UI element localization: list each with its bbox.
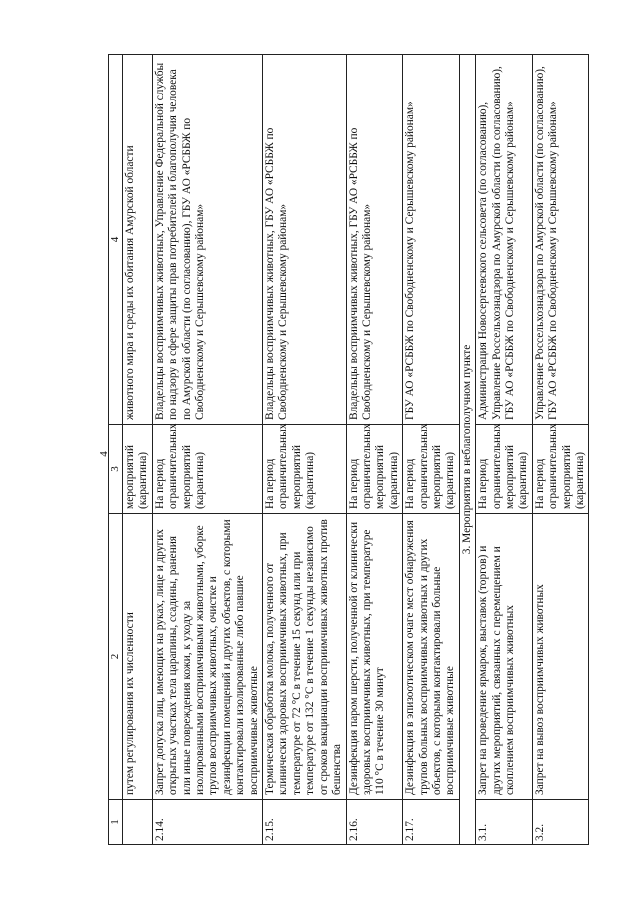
column-header-4: 4 (109, 55, 123, 425)
description-cell: Дезинфекция в эпизоотическом очаге мест обнаружения трупов больных восприимчивых животных и других объектов, с которыми контактировали больные восприимчивые животные (403, 514, 460, 800)
measures-table (108, 54, 589, 845)
table-row (263, 55, 346, 845)
header-row (109, 55, 123, 845)
period-cell: На период ограничительных мероприятий (карантина) (263, 425, 346, 514)
column-header-1: 1 (109, 800, 123, 845)
description-cell: путем регулирования их численности (123, 514, 153, 800)
table-row (152, 55, 262, 845)
row-number-cell (123, 800, 153, 845)
responsible-cell: Владельцы восприимчивых животных, ГБУ АО «РСББЖ по Свободненскому и Серышевскому районам» (263, 55, 346, 425)
responsible-cell: Владельцы восприимчивых животных, Управление Федеральной службы по надзору в сфере защиты прав потребителей и благополучия человека по Амурской области (по согласованию), ГБУ АО «РСББЖ по Свободненскому и Серышевскому районам» (152, 55, 262, 425)
period-cell: На период ограничительных мероприятий (карантина) (403, 425, 460, 514)
description-cell: Запрет на проведение ярмарок, выставок (торгов) и других мероприятий, связанных с перемещением и скоплением восприимчивых животных (476, 514, 533, 800)
responsible-cell: Владельцы восприимчивых животных, ГБУ АО «РСББЖ по Свободненскому и Серышевскому районам» (346, 55, 403, 425)
description-cell: Запрет допуска лиц, имеющих на руках, лице и других открытых участках тела царапины, ссадины, ранения или иные повреждения кожи, к уходу за изолированными восприимчивыми животными, уборке трупов восприимчивых животных, очистке и дезинфекции помещений и других объектов, с которыми контактировали изолированные либо павшие восприимчивые животные (152, 514, 262, 800)
row-number-cell: 2.15. (263, 800, 346, 845)
responsible-cell: животного мира и среды их обитания Амурской области (123, 55, 153, 425)
description-cell: Термическая обработка молока, полученного от клинически здоровых восприимчивых животных, при температуре от 72 °С в течение 15 секунд или при температуре от 132 °С в течение 1 секунды независимо от сроков вакцинации восприимчивых животных против бешенства (263, 514, 346, 800)
description-cell: Дезинфекция паром шерсти, полученной от клинически здоровых восприимчивых животных, при температуре 110 °С в течение 30 минут (346, 514, 403, 800)
period-cell: На период ограничительных мероприятий (карантина) (346, 425, 403, 514)
table-row (532, 55, 589, 845)
period-cell: мероприятий (карантина) (123, 425, 153, 514)
column-header-2: 2 (109, 514, 123, 800)
description-cell: Запрет на вывоз восприимчивых животных (532, 514, 589, 800)
row-number-cell: 3.2. (532, 800, 589, 845)
period-cell: На период ограничительных мероприятий (карантина) (476, 425, 533, 514)
row-number-cell: 2.16. (346, 800, 403, 845)
section-3-title: 3. Мероприятия в неблагополучном пункте (459, 55, 475, 845)
row-number-cell: 2.17. (403, 800, 460, 845)
period-cell: На период ограничительных мероприятий (карантина) (152, 425, 262, 514)
period-cell: На период ограничительных мероприятий (карантина) (532, 425, 589, 514)
responsible-cell: ГБУ АО «РСББЖ по Свободненскому и Серышевскому районам» (403, 55, 460, 425)
table-row (403, 55, 460, 845)
table-row-continuation (123, 55, 153, 845)
row-number-cell: 3.1. (476, 800, 533, 845)
page-number: 4 (97, 451, 110, 457)
measures-table-container (108, 55, 638, 845)
column-header-3: 3 (109, 425, 123, 514)
responsible-cell: Администрация Новосергеевского сельсовета (по согласованию), Управление Россельхознадзора по Амурской области (по согласованию), ГБУ АО «РСББЖ по Свободненскому и Серышевскому районам» (476, 55, 533, 425)
responsible-cell: Управление Россельхознадзора по Амурской области (по согласованию), ГБУ АО «РСББЖ по Свободненскому и Серышевскому районам» (532, 55, 589, 425)
table-row (476, 55, 533, 845)
section-heading-row (459, 55, 475, 845)
table-row (346, 55, 403, 845)
row-number-cell: 2.14. (152, 800, 262, 845)
table-rotation-frame (108, 55, 638, 845)
